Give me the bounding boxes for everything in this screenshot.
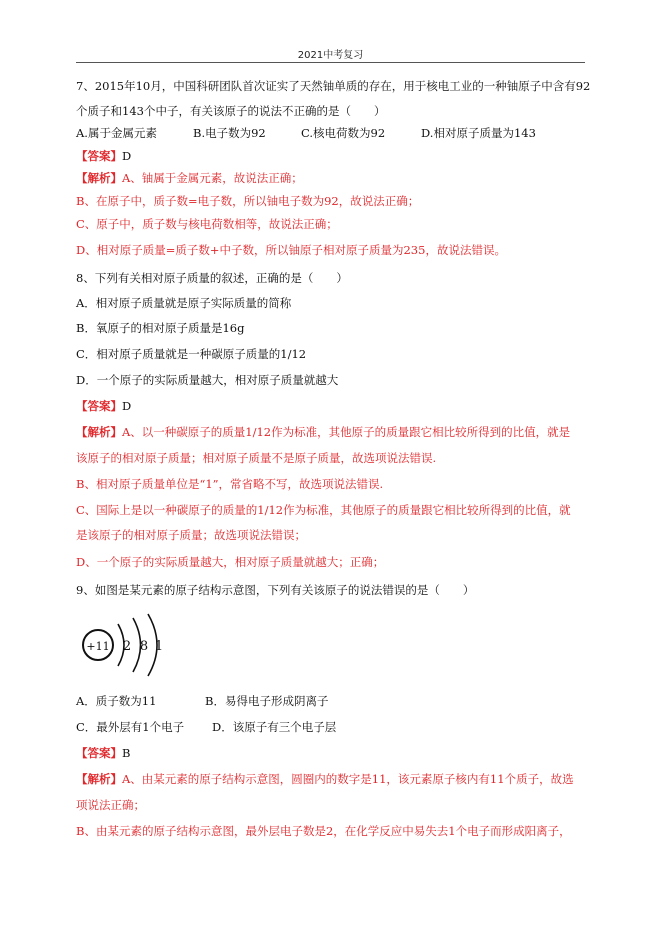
q8-answer	[76, 398, 131, 414]
q9-option-d: D．该原子有三个电子层	[212, 720, 337, 734]
q9-option-c: C．最外层有1个电子	[76, 720, 185, 734]
q9-stem: 9、如图是某元素的原子结构示意图，下列有关该原子的说法错误的是（ ）	[76, 583, 475, 597]
q8-option-a: A．相对原子质量就是原子实际质量的简称	[76, 296, 292, 310]
q7-option-b: B.电子数为92	[193, 126, 266, 140]
q9-options-row1	[76, 693, 328, 709]
q9-analysis-b: B、由某元素的原子结构示意图，最外层电子数是2，在化学反应中易失去1个电子而形成阳离子，	[76, 824, 571, 838]
q7-analysis-d: D、相对原子质量=质子数+中子数，所以铀原子相对原子质量为235，故说法错误。	[76, 243, 506, 257]
q7-options	[76, 125, 536, 141]
shell-2-electrons: 8	[139, 639, 149, 654]
q7-option-a: A.属于金属元素	[76, 126, 157, 140]
q8-option-b: B．氧原子的相对原子质量是16g	[76, 321, 245, 335]
atom-structure-diagram	[78, 612, 188, 680]
q8-answer-value: D	[122, 399, 132, 413]
q9-option-b: B．易得电子形成阴离子	[205, 694, 329, 708]
q7-answer	[76, 148, 131, 164]
q9-analysis-a-line2: 项说法正确；	[76, 798, 145, 812]
q8-analysis-a-line1	[76, 424, 570, 440]
q7-stem-line2: 个质子和143个中子，有关该原子的说法不正确的是（ ）	[76, 104, 386, 118]
q8-analysis-d: D、一个原子的实际质量越大，相对原子质量就越大；正确；	[76, 555, 385, 569]
q7-answer-tag: 【答案】	[76, 149, 122, 163]
q9-answer	[76, 745, 130, 761]
q8-option-d: D．一个原子的实际质量越大，相对原子质量就越大	[76, 373, 339, 387]
q7-analysis-tag: 【解析】	[76, 171, 122, 185]
q9-options-row2	[76, 719, 336, 735]
q8-option-c: C．相对原子质量就是一种碳原子质量的1/12	[76, 347, 307, 361]
q8-analysis-tag: 【解析】	[76, 425, 122, 439]
q8-stem: 8、下列有关相对原子质量的叙述，正确的是（ ）	[76, 271, 348, 285]
q8-analysis-a-line2: 该原子的相对原子质量；相对原子质量不是原子质量，故选项说法错误.	[76, 451, 437, 465]
q7-stem-line1: 7、2015年10月，中国科研团队首次证实了天然铀单质的存在，用于核电工业的一种铀原子中含有92	[76, 79, 591, 93]
q8-analysis-c-line1: C、国际上是以一种碳原子的质量的1/12作为标准，其他原子的质量跟它相比较所得到的比值，就	[76, 503, 571, 517]
shell-1-electrons: 2	[122, 639, 132, 654]
q7-analysis-a-text: A、铀属于金属元素，故说法正确；	[122, 171, 303, 185]
q9-answer-value: B	[122, 746, 131, 760]
q8-analysis-c-line2: 是该原子的相对原子质量；故选项说法错误；	[76, 528, 306, 542]
q9-analysis-a-text: A、由某元素的原子结构示意图，圆圈内的数字是11，该元素原子核内有11个质子，故选	[122, 772, 574, 786]
q7-analysis-c: C、原子中，质子数与核电荷数相等，故说法正确；	[76, 217, 338, 231]
q9-answer-tag: 【答案】	[76, 746, 122, 760]
q7-option-d: D.相对原子质量为143	[421, 126, 536, 140]
q7-answer-value: D	[122, 149, 132, 163]
q7-analysis-a	[76, 170, 303, 186]
header-divider	[76, 62, 585, 63]
q7-analysis-b: B、在原子中，质子数=电子数，所以铀电子数为92，故说法正确；	[76, 194, 420, 208]
page-header: 2021中考复习	[297, 50, 364, 61]
q9-analysis-tag: 【解析】	[76, 772, 122, 786]
nucleus-label: +11	[86, 640, 110, 653]
q8-analysis-a-text: A、以一种碳原子的质量1/12作为标准，其他原子的质量跟它相比较所得到的比值，就是	[122, 425, 571, 439]
q8-answer-tag: 【答案】	[76, 399, 122, 413]
q9-analysis-a-line1	[76, 771, 574, 787]
shell-3-electrons: 1	[154, 639, 164, 654]
q9-option-a: A．质子数为11	[76, 694, 157, 708]
q8-analysis-b: B、相对原子质量单位是“1”，常省略不写，故选项说法错误.	[76, 477, 384, 491]
q7-option-c: C.核电荷数为92	[301, 126, 386, 140]
